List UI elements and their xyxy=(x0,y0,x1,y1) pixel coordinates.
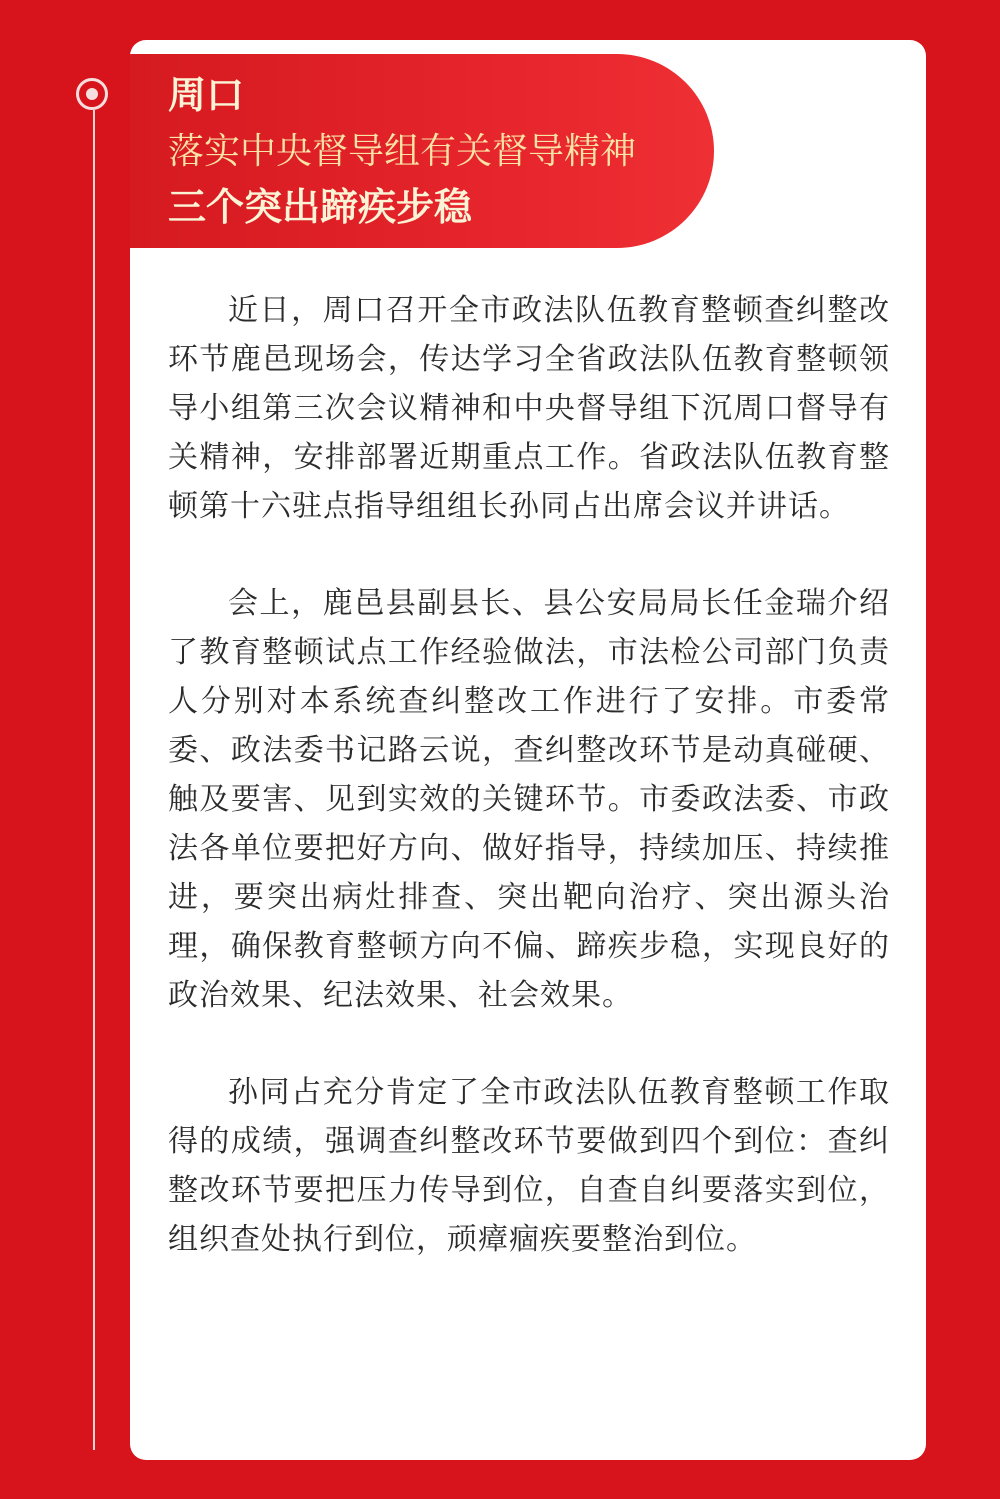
article-card xyxy=(130,40,926,1460)
banner-subtitle: 落实中央督导组有关督导精神 xyxy=(168,131,637,172)
paragraph-1: 近日，周口召开全市政法队伍教育整顿查纠整改环节鹿邑现场会，传达学习全省政法队伍教育整顿领导小组第三次会议精神和中央督导组下沉周口督导有关精神，安排部署近期重点工作。省政法队伍教育整顿第十六驻点指导组组长孙同占出席会议并讲话。 xyxy=(168,293,890,524)
banner-location: 周口 xyxy=(168,73,245,117)
timeline-line xyxy=(93,110,95,1450)
banner-headline: 三个突出蹄疾步稳 xyxy=(168,185,473,229)
paragraph-2: 会上，鹿邑县副县长、县公安局局长任金瑞介绍了教育整顿试点工作经验做法，市法检公司部门负责人分别对本系统查纠整改工作进行了安排。市委常委、政法委书记路云说，查纠整改环节是动真碰硬、触及要害、见到实效的关键环节。市委政法委、市政法各单位要把好方向、做好指导，持续加压、持续推进，要突出病灶排查、突出靶向治疗、突出源头治理，确保教育整顿方向不偏、蹄疾步稳，实现良好的政治效果、纪法效果、社会效果。 xyxy=(168,586,890,1013)
title-banner xyxy=(130,54,714,248)
article-body xyxy=(168,286,890,1312)
timeline-dot-icon xyxy=(76,78,108,110)
paragraph-3: 孙同占充分肯定了全市政法队伍教育整顿工作取得的成绩，强调查纠整改环节要做到四个到位：查纠整改环节要把压力传导到位，自查自纠要落实到位，组织查处执行到位，顽瘴痼疾要整治到位。 xyxy=(168,1075,890,1257)
timeline-dot-center xyxy=(86,88,98,100)
